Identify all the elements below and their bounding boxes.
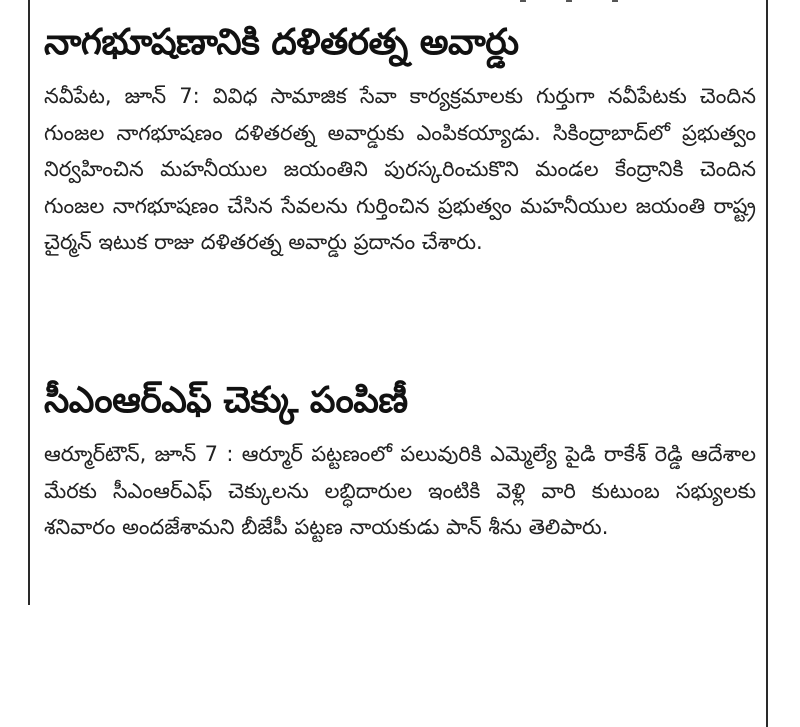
article-cmrf-cheque — [44, 376, 756, 546]
column-rule-left — [28, 0, 30, 605]
article-dateline: ఆర్మూర్‌టౌన్, జూన్ 7 : — [44, 442, 234, 466]
article-body — [44, 436, 756, 546]
article-headline: సీఎంఆర్‌ఎఫ్ చెక్కు పంపిణీ — [44, 380, 408, 421]
article-dalitharatna-award — [44, 18, 756, 261]
article-body-text: వివిధ సామాజిక సేవా కార్యక్రమాలకు గుర్తుగా నవీపేటకు చెందిన గుంజల నాగభూషణం దళితరత్న అవార్డుకు ఎంపికయ్యాడు. సికింద్రాబాద్‌లో ప్రభుత్వం నిర్వహించిన మహనీయుల జయంతిని పురస్కరించుకొని మండల కేంద్రానికి చెందిన గుంజల నాగభూషణం చేసిన సేవలను గుర్తించిన ప్రభుత్వం మహనీయుల జయంతి రాష్ట్ర చైర్మన్ ఇటుక రాజు దళితరత్న అవార్డు ప్రదానం చేశారు. — [44, 84, 756, 254]
column-rule-right — [766, 0, 768, 727]
article-headline: నాగభూషణానికి దళితరత్న అవార్డు — [44, 22, 519, 63]
article-dateline: నవీపేట, జూన్ 7: — [44, 84, 200, 108]
article-body-text: ఆర్మూర్ పట్టణంలో పలువురికి ఎమ్మెల్యే పైడి రాకేశ్ రెడ్డి ఆదేశాల మేరకు సీఎంఆర్‌ఎఫ్ చెక్కులను లబ్ధిదారుల ఇంటికి వెళ్లి వారి కుటుంబ సభ్యులకు శనివారం అందజేశామని బీజేపీ పట్టణ నాయకుడు పాన్ శీను తెలిపారు. — [44, 442, 756, 539]
article-body — [44, 78, 756, 261]
cropped-text-fragment — [480, 0, 760, 2]
